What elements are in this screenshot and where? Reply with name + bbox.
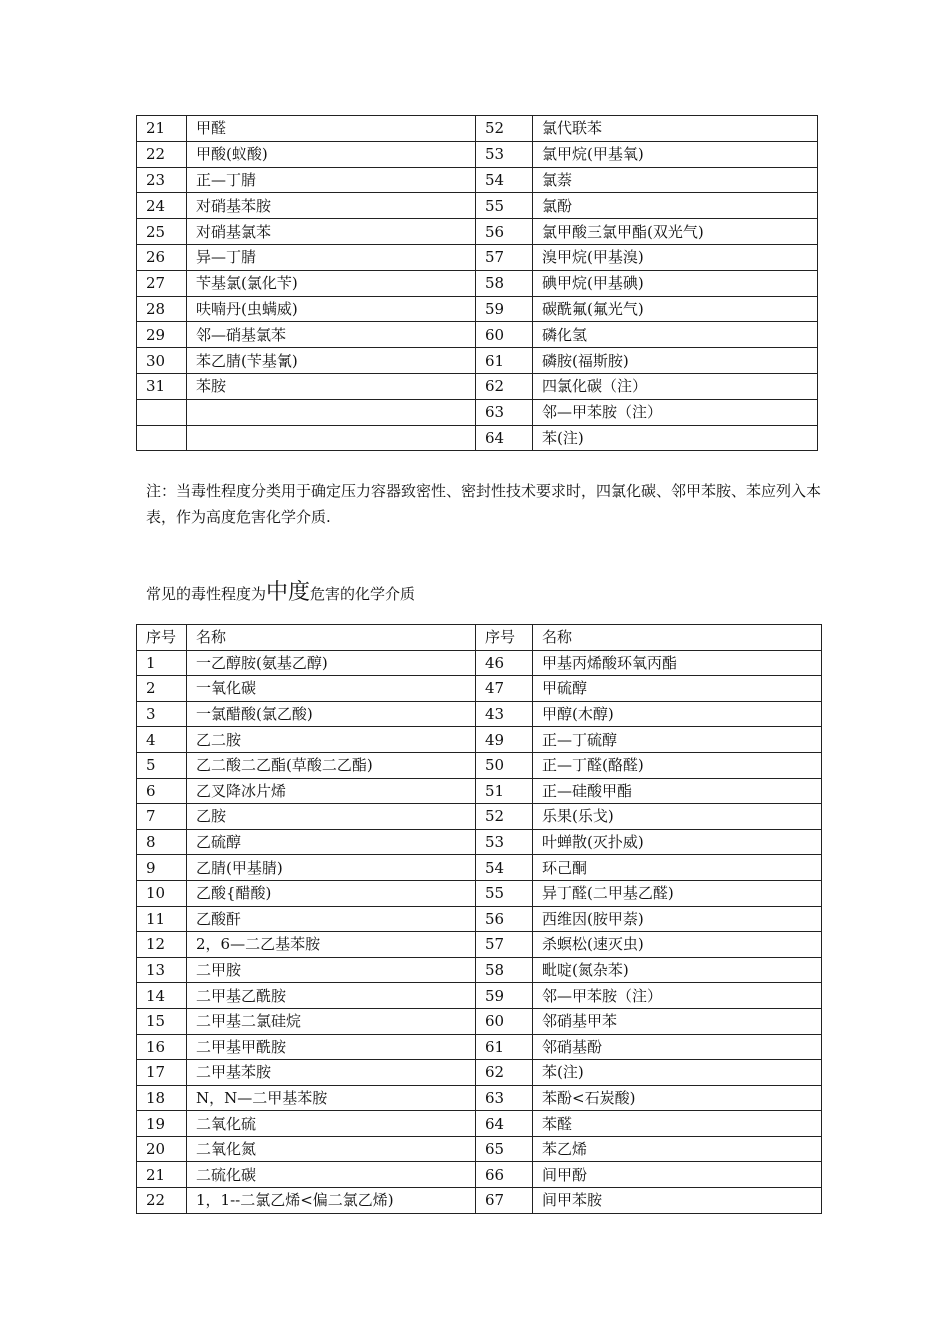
caption-emphasis: 中度: [266, 580, 311, 605]
cell-name-left: 二甲基甲酰胺: [187, 1034, 476, 1060]
cell-index-right: 52: [476, 804, 533, 830]
cell-name-left: 乙二酸二乙酯(草酸二乙酯): [187, 752, 476, 778]
cell-name-right: 苯(注): [533, 1060, 822, 1086]
cell-name-right: 正—硅酸甲酯: [533, 778, 822, 804]
cell-index-left: 25: [137, 219, 187, 245]
cell-index-left: 16: [137, 1034, 187, 1060]
cell-name-left: 苯胺: [187, 373, 476, 399]
cell-name-left: 乙酸酐: [187, 906, 476, 932]
cell-name-left: 二甲基二氯硅烷: [187, 1008, 476, 1034]
cell-name-left: 乙胺: [187, 804, 476, 830]
cell-index-left: 7: [137, 804, 187, 830]
cell-index-left: 10: [137, 880, 187, 906]
table-row: [137, 373, 818, 399]
cell-index-right: 47: [476, 676, 533, 702]
cell-name-right: 氯甲酸三氯甲酯(双光气): [533, 219, 818, 245]
cell-name-left: 乙二胺: [187, 727, 476, 753]
cell-name-right: 毗啶(氮杂苯): [533, 957, 822, 983]
cell-index-right: 63: [476, 1085, 533, 1111]
table-row: [137, 244, 818, 270]
cell-name-right: 甲基丙烯酸环氧丙酯: [533, 650, 822, 676]
cell-name-left: 苯乙腈(苄基氰): [187, 348, 476, 374]
cell-name-left: 二氧化氮: [187, 1136, 476, 1162]
cell-index-right: 52: [476, 116, 533, 142]
cell-name-left: 乙硫醇: [187, 829, 476, 855]
cell-name-left: 邻—硝基氯苯: [187, 322, 476, 348]
cell-index-left: 13: [137, 957, 187, 983]
cell-name-left: 二硫化碳: [187, 1162, 476, 1188]
header-cell-index-2: 序号: [476, 625, 533, 651]
table-row: [137, 1085, 822, 1111]
cell-index-right: 67: [476, 1188, 533, 1214]
cell-index-left: 22: [137, 1188, 187, 1214]
cell-index-right: 54: [476, 855, 533, 881]
cell-name-left: 一氧化碳: [187, 676, 476, 702]
cell-index-right: 51: [476, 778, 533, 804]
table-row: [137, 1111, 822, 1137]
cell-name-right: 正—丁醛(酪醛): [533, 752, 822, 778]
cell-name-right: 磷胺(福斯胺): [533, 348, 818, 374]
table-row: [137, 752, 822, 778]
cell-index-left: 6: [137, 778, 187, 804]
cell-name-right: 杀螟松(速灭虫): [533, 932, 822, 958]
cell-index-right: 65: [476, 1136, 533, 1162]
cell-index-left: 24: [137, 193, 187, 219]
table-row: [137, 676, 822, 702]
cell-index-right: 64: [476, 425, 533, 451]
cell-name-left: 1，1--二氯乙烯<偏二氯乙烯): [187, 1188, 476, 1214]
table-row: [137, 141, 818, 167]
cell-index-left: 31: [137, 373, 187, 399]
cell-index-left: 26: [137, 244, 187, 270]
cell-index-right: 43: [476, 701, 533, 727]
cell-index-left: 9: [137, 855, 187, 881]
table-row: [137, 116, 818, 142]
cell-name-left: 呋喃丹(虫螨威): [187, 296, 476, 322]
cell-index-right: 64: [476, 1111, 533, 1137]
cell-index-left: 22: [137, 141, 187, 167]
cell-name-right: 苯(注): [533, 425, 818, 451]
cell-name-right: 碳酰氟(氟光气): [533, 296, 818, 322]
cell-name-right: 邻硝基甲苯: [533, 1008, 822, 1034]
cell-index-left: 28: [137, 296, 187, 322]
cell-index-right: 61: [476, 348, 533, 374]
cell-name-left: N，N—二甲基苯胺: [187, 1085, 476, 1111]
table-row: [137, 219, 818, 245]
table-row: [137, 193, 818, 219]
cell-name-left: 对硝基氯苯: [187, 219, 476, 245]
cell-index-left: 21: [137, 116, 187, 142]
table-row: [137, 957, 822, 983]
table-row: [137, 399, 818, 425]
cell-name-right: 邻—甲苯胺（注）: [533, 983, 822, 1009]
table-row: [137, 983, 822, 1009]
cell-index-right: 66: [476, 1162, 533, 1188]
cell-name-right: 邻—甲苯胺（注）: [533, 399, 818, 425]
cell-index-left: 1: [137, 650, 187, 676]
table-row: [137, 778, 822, 804]
cell-name-right: 间甲苯胺: [533, 1188, 822, 1214]
cell-index-right: 49: [476, 727, 533, 753]
caption-suffix: 危害的化学介质: [310, 585, 416, 603]
cell-index-left: 2: [137, 676, 187, 702]
table-row: [137, 1034, 822, 1060]
cell-index-left: 3: [137, 701, 187, 727]
cell-index-right: 59: [476, 983, 533, 1009]
cell-name-right: 苯醛: [533, 1111, 822, 1137]
cell-name-right: 磷化氢: [533, 322, 818, 348]
caption-prefix: 常见的毒性程度为: [146, 585, 267, 603]
cell-name-left: [187, 425, 476, 451]
cell-index-left: 15: [137, 1008, 187, 1034]
cell-index-left: 29: [137, 322, 187, 348]
header-cell-index-1: 序号: [137, 625, 187, 651]
table-row: [137, 829, 822, 855]
cell-name-right: 苯酚<石炭酸): [533, 1085, 822, 1111]
cell-name-left: 对硝基苯胺: [187, 193, 476, 219]
table-row: [137, 1188, 822, 1214]
cell-index-left: 21: [137, 1162, 187, 1188]
cell-index-left: [137, 399, 187, 425]
cell-name-right: 四氯化碳（注）: [533, 373, 818, 399]
cell-name-left: 甲酸(蚁酸): [187, 141, 476, 167]
table-row: [137, 348, 818, 374]
cell-index-right: 50: [476, 752, 533, 778]
cell-name-right: 苯乙烯: [533, 1136, 822, 1162]
cell-name-left: 二甲基苯胺: [187, 1060, 476, 1086]
cell-name-left: 乙腈(甲基腈): [187, 855, 476, 881]
cell-index-right: 53: [476, 141, 533, 167]
moderate-hazard-table-body: [137, 650, 822, 1213]
footnote: 注：当毒性程度分类用于确定压力容器致密性、密封性技术要求时，四氯化碳、邻甲苯胺、苯应列入本表，作为高度危害化学介质.: [146, 482, 822, 526]
cell-index-right: 58: [476, 270, 533, 296]
cell-name-left: 乙酸{醋酸): [187, 880, 476, 906]
cell-index-left: 4: [137, 727, 187, 753]
table-row: [137, 1060, 822, 1086]
table-row: [137, 425, 818, 451]
cell-index-left: 27: [137, 270, 187, 296]
cell-name-left: 苄基氯(氯化苄): [187, 270, 476, 296]
cell-index-right: 63: [476, 399, 533, 425]
cell-name-right: 甲醇(木醇): [533, 701, 822, 727]
cell-index-right: 57: [476, 932, 533, 958]
cell-index-left: 17: [137, 1060, 187, 1086]
moderate-hazard-table: [136, 624, 822, 1214]
table-row: [137, 701, 822, 727]
cell-index-left: 18: [137, 1085, 187, 1111]
cell-index-right: 58: [476, 957, 533, 983]
cell-index-right: 55: [476, 193, 533, 219]
table-row: [137, 296, 818, 322]
table-row: [137, 1162, 822, 1188]
cell-index-left: 14: [137, 983, 187, 1009]
cell-index-left: 11: [137, 906, 187, 932]
cell-index-right: 53: [476, 829, 533, 855]
cell-name-left: 一氯醋酸(氯乙酸): [187, 701, 476, 727]
cell-index-right: 54: [476, 167, 533, 193]
cell-index-right: 46: [476, 650, 533, 676]
high-hazard-table-body: [137, 116, 818, 451]
table-row: [137, 650, 822, 676]
table-row: [137, 322, 818, 348]
cell-name-left: 异—丁腈: [187, 244, 476, 270]
cell-index-left: 23: [137, 167, 187, 193]
cell-index-right: 60: [476, 1008, 533, 1034]
table-row: [137, 270, 818, 296]
cell-index-right: 62: [476, 373, 533, 399]
table-row: [137, 167, 818, 193]
moderate-hazard-caption: [146, 578, 415, 609]
cell-index-right: 56: [476, 219, 533, 245]
cell-name-right: 氯萘: [533, 167, 818, 193]
cell-index-left: 12: [137, 932, 187, 958]
cell-name-right: 氯甲烷(甲基氧): [533, 141, 818, 167]
table-row: [137, 1136, 822, 1162]
cell-name-left: 二甲基乙酰胺: [187, 983, 476, 1009]
cell-name-left: 甲醛: [187, 116, 476, 142]
cell-name-right: 异丁醛(二甲基乙醛): [533, 880, 822, 906]
header-cell-name-2: 名称: [533, 625, 822, 651]
cell-name-left: 二甲胺: [187, 957, 476, 983]
cell-index-right: 55: [476, 880, 533, 906]
header-cell-name-1: 名称: [187, 625, 476, 651]
cell-name-right: 氯酚: [533, 193, 818, 219]
cell-name-left: 正—丁腈: [187, 167, 476, 193]
cell-name-right: 叶蝉散(灭扑威): [533, 829, 822, 855]
cell-index-right: 61: [476, 1034, 533, 1060]
cell-name-right: 甲硫醇: [533, 676, 822, 702]
cell-name-right: 间甲酚: [533, 1162, 822, 1188]
table-row: [137, 932, 822, 958]
table-row: [137, 855, 822, 881]
table-row: [137, 804, 822, 830]
cell-name-right: 环己酮: [533, 855, 822, 881]
cell-index-right: 57: [476, 244, 533, 270]
cell-index-right: 60: [476, 322, 533, 348]
table-header-row: [137, 625, 822, 651]
table-row: [137, 727, 822, 753]
cell-index-right: 59: [476, 296, 533, 322]
cell-name-right: 氯代联苯: [533, 116, 818, 142]
cell-name-right: 邻硝基酚: [533, 1034, 822, 1060]
cell-name-right: 溴甲烷(甲基溴): [533, 244, 818, 270]
cell-name-right: 西维因(胺甲萘): [533, 906, 822, 932]
cell-name-right: 正—丁硫醇: [533, 727, 822, 753]
cell-index-right: 56: [476, 906, 533, 932]
table-row: [137, 880, 822, 906]
cell-name-left: 乙叉降冰片烯: [187, 778, 476, 804]
high-hazard-table: [136, 115, 818, 451]
cell-name-right: 乐果(乐戈): [533, 804, 822, 830]
cell-name-left: 二氧化硫: [187, 1111, 476, 1137]
cell-index-left: [137, 425, 187, 451]
table-row: [137, 906, 822, 932]
cell-index-left: 20: [137, 1136, 187, 1162]
cell-name-right: 碘甲烷(甲基碘): [533, 270, 818, 296]
cell-name-left: 一乙醇胺(氨基乙醇): [187, 650, 476, 676]
cell-name-left: [187, 399, 476, 425]
cell-index-right: 62: [476, 1060, 533, 1086]
table-row: [137, 1008, 822, 1034]
cell-index-left: 8: [137, 829, 187, 855]
cell-index-left: 5: [137, 752, 187, 778]
cell-index-left: 30: [137, 348, 187, 374]
cell-name-left: 2，6—二乙基苯胺: [187, 932, 476, 958]
cell-index-left: 19: [137, 1111, 187, 1137]
